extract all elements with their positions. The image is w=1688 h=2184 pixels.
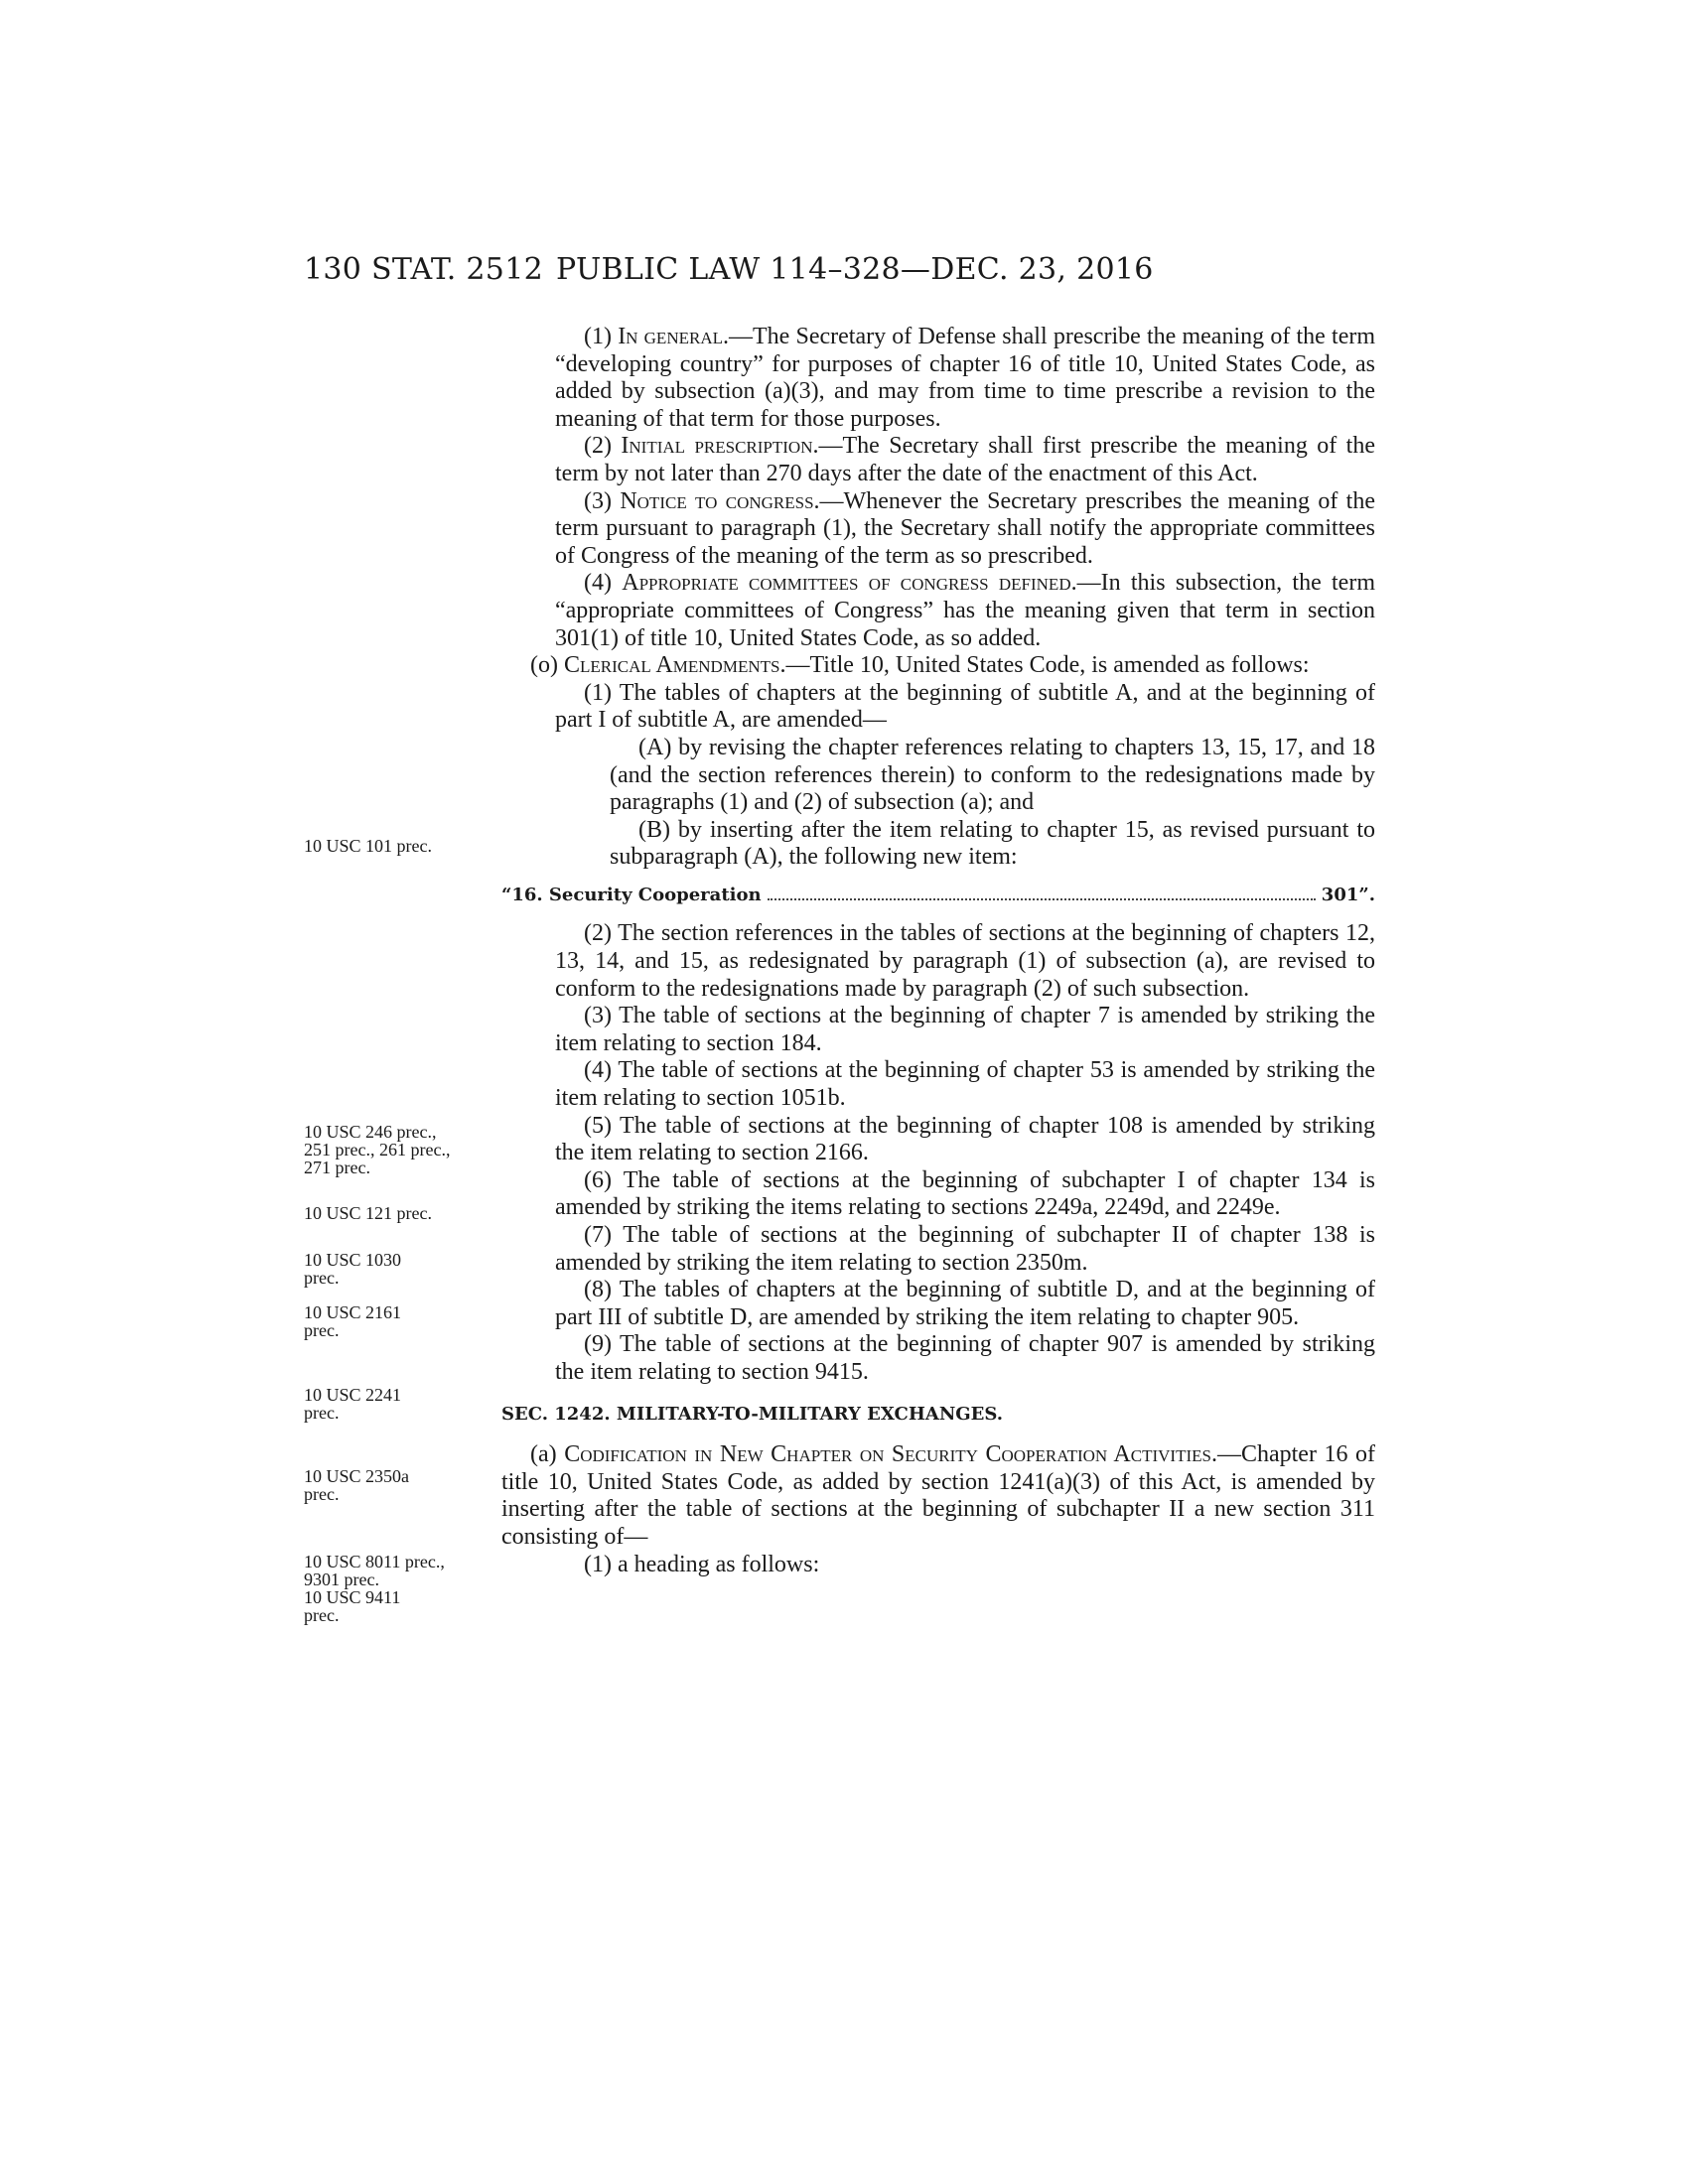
toc-item (501, 882, 1375, 909)
dot-leader (768, 898, 1316, 900)
paragraph-2: (2) Initial prescription.—The Secretary shall first prescribe the meaning of the term by not later than 270 days after the date of the enactment of this Act. (555, 433, 1375, 486)
margin-note: 10 USC 2241 prec. (304, 1385, 402, 1423)
margin-note: 10 USC 101 prec. (304, 836, 432, 856)
margin-note: 10 USC 9411 prec. (304, 1587, 401, 1625)
toc-item-page: 301”. (1321, 884, 1375, 905)
amendment-1: (1) The tables of chapters at the beginning of subtitle A, and at the beginning of part I of subtitle A, are amended— (555, 679, 1375, 734)
subsection-o: (o) Clerical Amendments.—Title 10, United States Code, is amended as follows: (530, 652, 1310, 679)
amendment-4: (4) The table of sections at the beginning of chapter 53 is amended by striking the item relating to section 1051b. (555, 1057, 1375, 1112)
section-heading: SEC. 1242. MILITARY-TO-MILITARY EXCHANGES. (501, 1403, 1003, 1425)
subsection-a-1: (1) a heading as follows: (584, 1551, 820, 1577)
margin-note: 10 USC 2161 prec. (304, 1302, 402, 1340)
amendment-1b: (B) by inserting after the item relating to chapter 15, as revised pursuant to subparagraph (A), the following new item: (610, 816, 1375, 871)
paragraph-1: (1) In general.—The Secretary of Defense shall prescribe the meaning of the term “developing country” for purposes of chapter 16 of title 10, United States Code, as added by subsection (a)(3), and may from time to time prescribe a revision to the meaning of that term for those purposes. (555, 324, 1376, 432)
amendment-1a: (A) by revising the chapter references relating to chapters 13, 15, 17, and 18 (and the section references therein) to conform to the redesignations made by paragraphs (1) and (2) of subsection (a); and (610, 734, 1375, 816)
margin-note: 10 USC 8011 prec., 9301 prec. (304, 1552, 445, 1589)
heading-initial-prescription: Initial prescription (621, 433, 813, 460)
paragraph-text: The Secretary shall first prescribe the meaning of the term by not later than 270 days after the date of the enactment of this Act. (555, 433, 1375, 486)
heading-clerical-amendments: Clerical Amendments (563, 652, 780, 679)
subsection-a: (a) Codification in New Chapter on Security Cooperation Activities.—Chapter 16 of title 10, United States Code, as added by section 1241(a)(3) of this Act, is amended by inserting after the table of sections at the beginning of subchapter II a new section 311 consisting of— (501, 1441, 1376, 1550)
paragraph-text: The Secretary of Defense shall prescribe the meaning of the term “developing country” for purposes of chapter 16 of title 10, United States Code, as added by subsection (a)(3), and may from time to time prescribe a revision to the meaning of that term for those purposes. (555, 324, 1376, 432)
amendment-9: (9) The table of sections at the beginning of chapter 907 is amended by striking the item relating to section 9415. (555, 1331, 1375, 1385)
margin-note: 10 USC 2350a prec. (304, 1466, 410, 1504)
amendment-5: (5) The table of sections at the beginning of chapter 108 is amended by striking the item relating to section 2166. (555, 1112, 1375, 1166)
amendment-6: (6) The table of sections at the beginning of subchapter I of chapter 134 is amended by striking the items relating to sections 2249a, 2249d, and 2249e. (555, 1166, 1375, 1221)
margin-note: 10 USC 246 prec., 251 prec., 261 prec., 271 prec. (304, 1122, 451, 1177)
toc-item-title: “16. Security Cooperation (501, 884, 762, 905)
paragraph-text: Whenever the Secretary prescribes the meaning of the term pursuant to paragraph (1), the Secretary shall notify the appropriate committees of Congress of the meaning of the term as so prescribed. (555, 487, 1376, 569)
paragraph-text: Chapter 16 of title 10, United States Code, as added by section 1241(a)(3) of this Act, is amended by inserting after the table of sections at the beginning of subchapter II a new section 311 consisting of— (501, 1441, 1376, 1550)
page-citation: 130 STAT. 2512 (304, 252, 543, 287)
heading-notice: Notice to congress (620, 487, 814, 514)
main-text (501, 324, 1375, 1578)
paragraph-text: Title 10, United States Code, is amended as follows: (809, 652, 1310, 679)
margin-note: 10 USC 1030 prec. (304, 1250, 402, 1288)
heading-committees-defined: Appropriate committees of congress defined (622, 570, 1071, 597)
heading-in-general: In general (618, 324, 723, 349)
heading-codification: Codification in New Chapter on Security Cooperation Activities (564, 1441, 1211, 1468)
paragraph-3: (3) Notice to congress.—Whenever the Secretary prescribes the meaning of the term pursuant to paragraph (1), the Secretary shall notify the appropriate committees of Congress of the meaning of the term as so prescribed. (555, 487, 1376, 569)
amendment-3: (3) The table of sections at the beginning of chapter 7 is amended by striking the item relating to section 184. (555, 1003, 1375, 1056)
amendment-7: (7) The table of sections at the beginning of subchapter II of chapter 138 is amended by striking the item relating to section 2350m. (555, 1222, 1375, 1276)
margin-note: 10 USC 121 prec. (304, 1203, 432, 1223)
paragraph-4: (4) Appropriate committees of congress defined.—In this subsection, the term “appropriate committees of Congress” has the meaning given that term in section 301(1) of title 10, United States Code, as so added. (555, 570, 1375, 651)
paragraph-text: In this subsection, the term “appropriate committees of Congress” has the meaning given that term in section 301(1) of title 10, United States Code, as so added. (555, 570, 1375, 651)
amendment-8: (8) The tables of chapters at the beginning of subtitle D, and at the beginning of part III of subtitle D, are amended by striking the item relating to chapter 905. (555, 1277, 1375, 1330)
amendment-2: (2) The section references in the tables of sections at the beginning of chapters 12, 13, 14, and 15, as redesignated by paragraph (1) of subsection (a), are revised to conform to the redesignations made by paragraph (2) of such subsection. (555, 920, 1375, 1002)
running-header: PUBLIC LAW 114–328—DEC. 23, 2016 (556, 252, 1154, 287)
